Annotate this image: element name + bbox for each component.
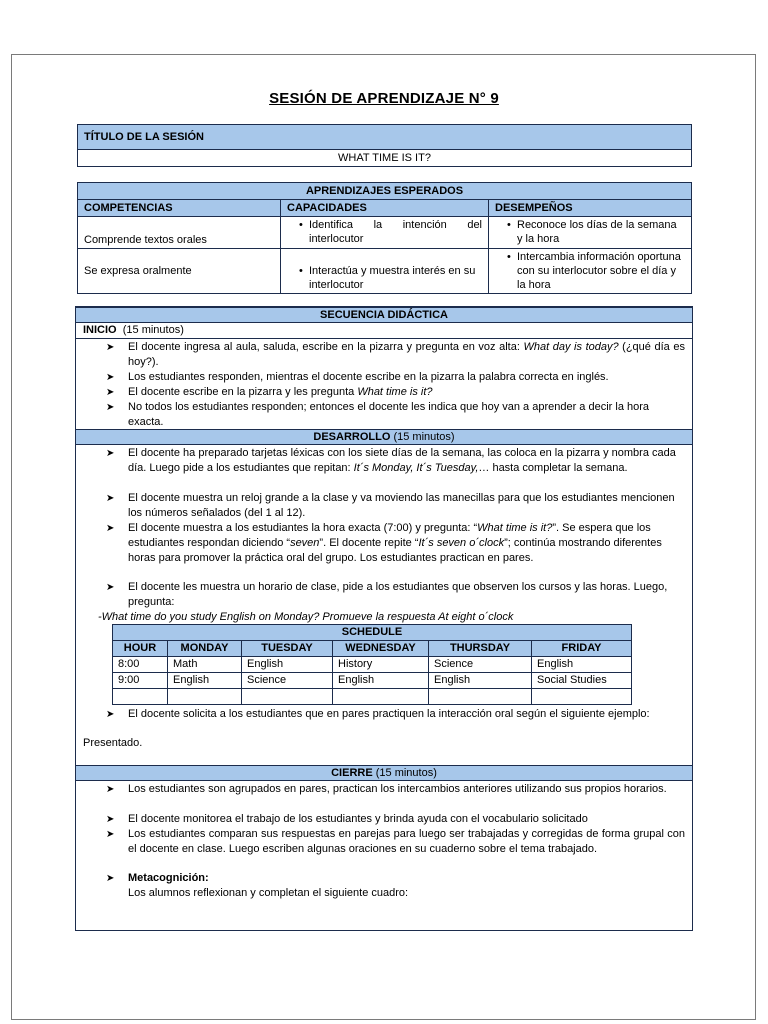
arrow-icon: ➤: [106, 523, 115, 534]
divider: [76, 338, 692, 339]
session-table: [77, 124, 692, 167]
col-desempenos: DESEMPEÑOS: [489, 200, 692, 217]
desempeno-1: • Reconoce los días de la semana y la hora: [507, 218, 685, 246]
schedule-col-header: TUESDAY: [242, 641, 333, 657]
learning-table: [77, 182, 692, 294]
desarrollo-header: DESARROLLO (15 minutos): [76, 429, 692, 445]
schedule-cell: History: [333, 657, 429, 673]
schedule-cell: Social Studies: [532, 673, 632, 689]
schedule-col-header: FRIDAY: [532, 641, 632, 657]
desarrollo-question: -What time do you study English on Monday? Promueve la respuesta At eight o´clock: [98, 611, 514, 623]
cierre-header: CIERRE (15 minutos): [76, 765, 692, 781]
schedule-table: [112, 624, 632, 705]
schedule-cell: 8:00: [113, 657, 168, 673]
arrow-icon: ➤: [106, 814, 115, 825]
inicio-heading: [83, 323, 184, 338]
sequence-box: SECUENCIA DIDÁCTICA INICIO (15 minutos) ➤ El docente ingresa al aula, saluda, escribe en la pizarra y pregunta en voz alta: What day is today? (¿qué día es hoy?). ➤ Los estudiantes responden, mientras el docente escribe en la pizarra la palabra correcta en inglés. ➤ El docente escribe en la pizarra y les pregunta What time is it? ➤ No todos los estudiantes responden; entonces el docente les indica que hoy van a aprender a decir la hora exacta. DESARROLLO (15 minutos) ➤ El docente ha preparado tarjetas léxicas con los siete días de la semana, las coloca en la pizarra y nombra cada día. Luego pide a los estudiantes que repitan: It´s Monday, It´s Tuesday,… hasta completar la semana. ➤ El docente muestra un reloj grande a la clase y va moviendo las manecillas para que los estudiantes mencionen los números señalados (del 1 al 12). ➤ El docente muestra a los estudiantes la hora exacta (7:00) y pregunta: “What time is it?”. Se espera que los estudiantes respondan diciendo “seven”. El docente repite “It´s seven o´clock”; continúa mostrando diferentes horas para promover la práctica oral del grupo. Los estudiantes practican en pares. ➤ El docente les muestra un horario de clase, pide a los estudiantes que observen los cursos y las horas. Luego, pregunta: -What time do you study English on Monday? Promueve la respuesta At eight o´clock ➤ El docente solicita a los estudiantes que en pares practiquen la interacción oral según el siguiente ejemplo: Presentado. CIERRE (15 minutos) ➤ Los estudiantes son agrupados en pares, practican los intercambios anteriores utilizando sus propios horarios. ➤ El docente monitorea el trabajo de los estudiantes y brinda ayuda con el vocabulario solicitado ➤ Los estudiantes comparan sus respuestas en parejas para luego ser trabajadas y corregidas de forma grupal con el docente en clase. Luego escriben algunas oraciones en su cuaderno sobre el tema trabajado. ➤ Metacognición: Los alumnos reflexionan y completan el siguiente cuadro:: [75, 306, 693, 931]
arrow-icon: ➤: [106, 493, 115, 504]
schedule-cell: [429, 689, 532, 705]
schedule-cell: [168, 689, 242, 705]
capacidad-2: • Interactúa y muestra interés en su interlocutor: [299, 264, 482, 292]
arrow-icon: ➤: [106, 709, 115, 720]
desempeno-cell: [489, 217, 692, 249]
schedule-cell: [333, 689, 429, 705]
arrow-icon: ➤: [106, 582, 115, 593]
arrow-icon: ➤: [106, 784, 115, 795]
session-value: WHAT TIME IS IT?: [78, 150, 692, 167]
desarrollo-closing: Presentado.: [83, 737, 143, 749]
arrow-icon: ➤: [106, 372, 115, 383]
inicio-label: INICIO: [83, 324, 117, 336]
schedule-cell: English: [532, 657, 632, 673]
col-competencias: COMPETENCIAS: [78, 200, 281, 217]
session-label: TÍTULO DE LA SESIÓN: [78, 125, 692, 150]
arrow-icon: ➤: [106, 829, 115, 840]
meta-label: Metacognición:: [128, 872, 209, 884]
schedule-cell: English: [168, 673, 242, 689]
schedule-cell: English: [429, 673, 532, 689]
arrow-icon: ➤: [106, 402, 115, 413]
capacidad-cell: [281, 217, 489, 249]
schedule-cell: Science: [429, 657, 532, 673]
competencia-cell: [78, 249, 281, 294]
meta-text: Los alumnos reflexionan y completan el siguiente cuadro:: [128, 887, 409, 899]
schedule-cell: [242, 689, 333, 705]
arrow-icon: ➤: [106, 873, 115, 884]
schedule-cell: 9:00: [113, 673, 168, 689]
capacidad-cell: [281, 249, 489, 294]
col-capacidades: CAPACIDADES: [281, 200, 489, 217]
schedule-cell: Math: [168, 657, 242, 673]
schedule-col-header: THURSDAY: [429, 641, 532, 657]
arrow-icon: ➤: [106, 342, 115, 353]
arrow-icon: ➤: [106, 448, 115, 459]
schedule-cell: Science: [242, 673, 333, 689]
desempeno-2: • Intercambia información oportuna con su interlocutor sobre el día y la hora: [507, 250, 685, 292]
schedule-title: SCHEDULE: [113, 625, 632, 641]
competencia-2: Se expresa oralmente: [84, 265, 192, 277]
sequence-header: SECUENCIA DIDÁCTICA: [76, 307, 692, 323]
learning-header: APRENDIZAJES ESPERADOS: [78, 183, 692, 200]
competencia-1: Comprende textos orales: [84, 234, 207, 246]
competencia-cell: [78, 217, 281, 249]
schedule-cell: English: [333, 673, 429, 689]
desempeno-cell: [489, 249, 692, 294]
inicio-duration: (15 minutos): [122, 324, 184, 336]
arrow-icon: ➤: [106, 387, 115, 398]
schedule-cell: [532, 689, 632, 705]
page-title: SESIÓN DE APRENDIZAJE N° 9: [269, 90, 499, 107]
schedule-cell: English: [242, 657, 333, 673]
schedule-cell: [113, 689, 168, 705]
capacidad-1: • Identifica la intención del interlocutor: [299, 218, 482, 246]
schedule-col-header: MONDAY: [168, 641, 242, 657]
schedule-col-header: WEDNESDAY: [333, 641, 429, 657]
schedule-col-header: HOUR: [113, 641, 168, 657]
